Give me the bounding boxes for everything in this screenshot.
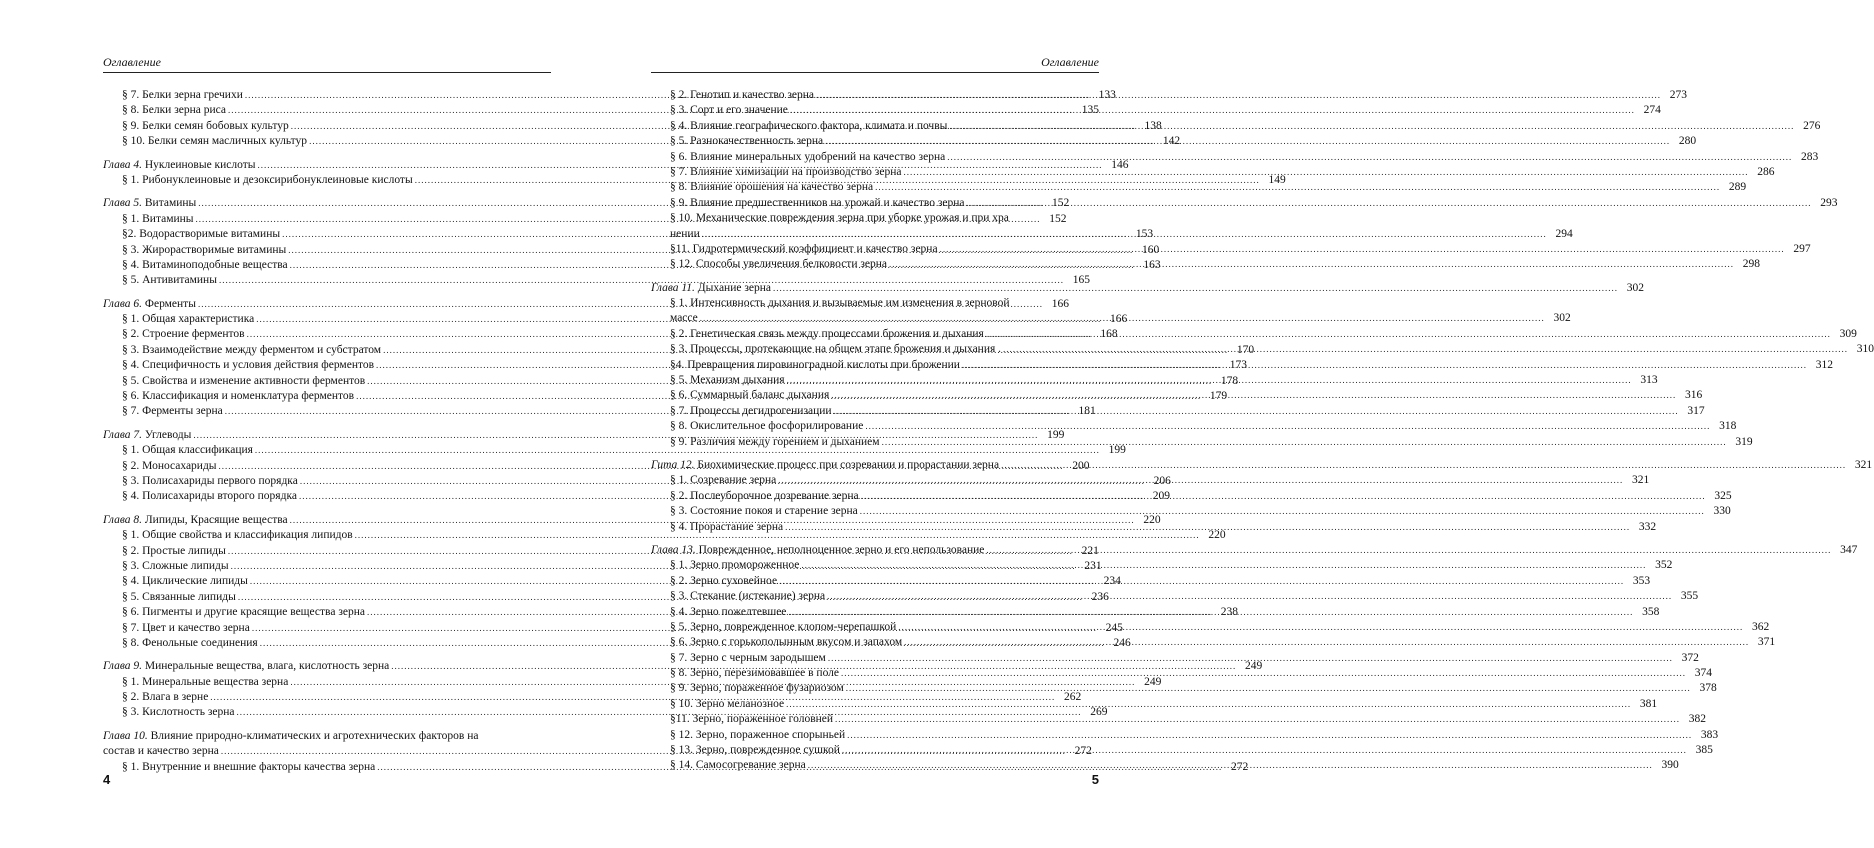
dot-leader: [806, 758, 1655, 773]
entry-page-number: 381: [1639, 697, 1658, 710]
entry-title: § 6. Влияние минеральных удобрений на качество зерна: [670, 150, 946, 163]
page-number: 5: [1091, 772, 1099, 787]
chapter-title: Липиды, Красящие вещества: [144, 513, 288, 526]
entry-page-number: 273: [1669, 89, 1687, 101]
entry-title: § 7. Зерно с черным зародышем: [670, 651, 826, 664]
entry-page-number: 206: [1153, 474, 1171, 487]
entry-title: [103, 196, 196, 211]
chapter-label: Глава 13.: [651, 543, 696, 556]
entry-title: § 1. Созревание зерна: [670, 474, 777, 487]
entry-page-number: 272: [1231, 760, 1249, 773]
entry-title: § 1. Минеральные вещества зерна: [122, 675, 289, 688]
entry-title-line: [651, 296, 1099, 311]
entry-title: § 2. Влага в зерне: [122, 691, 209, 704]
entry-page-number: 355: [1680, 590, 1699, 603]
entry-title: § 1. Интенсивность дыхания и вызываемые им изменения в зерновой: [670, 297, 1010, 310]
entry-title: [103, 659, 389, 674]
entry-page-number: 385: [1695, 744, 1713, 757]
entry-page-number: 269: [1090, 706, 1108, 719]
entry-page-number: 179: [1209, 390, 1228, 403]
entry-page-number: 209: [1152, 490, 1170, 503]
dot-leader: [698, 311, 1547, 326]
entry-title: нении: [670, 227, 700, 240]
entry-title: § 3. Кислотность зерна: [122, 706, 235, 719]
chapter-label: Глава 6.: [103, 297, 142, 310]
entry-page-number: 236: [1091, 590, 1109, 603]
entry-page-number: 138: [1144, 119, 1162, 132]
entry-title: [651, 543, 984, 558]
entry-page-number: 293: [1820, 196, 1838, 209]
entry-title: § 5. Связанные липиды: [122, 590, 236, 603]
entry-title: § 3. Жирорастворимые витамины: [122, 243, 287, 256]
toc-section-entry: [651, 196, 1838, 211]
entry-title-line: [651, 211, 1099, 226]
entry-page-number: 319: [1735, 435, 1753, 448]
entry-page-number: 316: [1685, 389, 1703, 402]
entry-title: § 1. Общие свойства и классификация липидов: [122, 529, 353, 542]
entry-page-number: 220: [1143, 513, 1161, 526]
toc-section-entry: [651, 435, 1753, 450]
entry-title: § 12. Зерно, пораженное спорыньей: [670, 728, 846, 741]
entry-page-number: 166: [1109, 313, 1128, 326]
entry-page-number: 262: [1064, 691, 1082, 704]
entry-title: § 8. Белки зерна риса: [122, 104, 226, 117]
chapter-title: Дыхание зерна: [697, 281, 771, 294]
entry-page-number: 170: [1236, 343, 1255, 356]
entry-title: § 5. Свойства и изменение активности ферментов: [122, 374, 366, 387]
entry-title: § 7. Белки зерна гречихи: [122, 89, 243, 101]
entry-page-number: 371: [1757, 636, 1776, 649]
entry-title: массе: [670, 312, 698, 325]
entry-page-number: 142: [1162, 135, 1181, 148]
entry-page-number: 249: [1245, 660, 1263, 673]
dot-leader: [777, 574, 1626, 589]
chapter-label: Глава 10.: [103, 729, 148, 742]
entry-title: § 8. Фенольные соединения: [122, 636, 258, 649]
entry-title: § 4. Влияние географического фактора, климата и почвы: [670, 119, 948, 132]
toc-section-entry: [651, 651, 1699, 666]
toc-section-entry: [651, 520, 1657, 535]
chapter-label: Глава 8.: [103, 513, 142, 526]
entry-page-number: 321: [1632, 474, 1650, 487]
entry-title: § 7. Процессы дегидрогенизации: [670, 404, 832, 417]
toc-chapter-entry: [651, 543, 1858, 558]
entry-page-number: 234: [1103, 575, 1121, 588]
toc-section-entry: [651, 728, 1719, 743]
entry-title: §4. Превращения пировиноградной кислоты при брожении: [670, 358, 960, 371]
dot-leader: [938, 242, 1787, 257]
entry-title: состав и качество зерна: [103, 745, 219, 758]
entry-page-number: 149: [1268, 173, 1286, 186]
entry-title: § 4. Зерно пожелтевшее: [670, 605, 787, 618]
dot-leader: [839, 666, 1688, 681]
entry-title: § 4. Витаминоподобные вещества: [122, 258, 288, 271]
dot-leader: [783, 520, 1632, 535]
entry-title: § 7. Ферменты зерна: [122, 405, 223, 418]
chapter-label: Глава 4.: [103, 158, 142, 171]
dot-leader: [784, 697, 1633, 712]
entry-page-number: 238: [1220, 606, 1238, 619]
entry-page-number: 302: [1553, 312, 1571, 325]
entry-page-number: 153: [1135, 228, 1154, 241]
running-header: [103, 54, 551, 73]
entry-title: § 10. Белки семян масличных культур: [122, 135, 308, 148]
section-gap: [103, 721, 551, 729]
section-gap: [103, 420, 551, 428]
dot-leader: [785, 373, 1634, 388]
entry-page-number: 231: [1084, 559, 1102, 572]
entry-page-number: 374: [1694, 667, 1713, 680]
entry-page-number: 362: [1752, 620, 1770, 633]
dot-leader: [833, 712, 1682, 727]
chapter-title: Нуклеиновые кислоты: [144, 158, 256, 171]
entry-title: § 2. Простые липиды: [122, 544, 226, 557]
entry-title: § 7. Влияние химизации на производство зерна: [670, 165, 902, 178]
section-gap: [651, 535, 1099, 543]
header-title: Оглавление: [103, 55, 161, 69]
entry-page-number: 313: [1640, 374, 1658, 387]
chapter-label: Глава 9.: [103, 660, 142, 673]
dot-leader: [863, 419, 1712, 434]
entry-page-number: 199: [1108, 444, 1126, 457]
entry-page-number: 146: [1111, 158, 1129, 171]
entry-title: [103, 513, 288, 528]
toc-section-entry: [651, 419, 1737, 434]
entry-page-number: 221: [1081, 544, 1099, 557]
dot-leader: [1001, 342, 1850, 357]
dot-leader: [901, 165, 1750, 180]
chapter-title: Витамины: [144, 197, 197, 210]
entry-page-number: 152: [1049, 212, 1067, 225]
section-gap: [651, 450, 1099, 458]
dot-leader: [786, 605, 1635, 620]
entry-title: § 2. Строение ферментов: [122, 328, 245, 341]
chapter-label: Глава 5.: [103, 197, 142, 210]
entry-page-number: 135: [1081, 104, 1099, 117]
entry-title: § 3. Полисахариды первого порядка: [122, 474, 298, 487]
dot-leader: [902, 635, 1751, 650]
entry-title: § 12. Способы увеличения белковости зерна: [670, 258, 888, 271]
entry-page-number: 332: [1638, 520, 1657, 533]
dot-leader: [832, 404, 1681, 419]
dot-leader: [826, 651, 1675, 666]
entry-title: § 2. Генотип и качество зерна: [670, 89, 814, 101]
entry-title: § 1. Зерно промороженное: [670, 559, 800, 572]
dot-leader: [776, 473, 1625, 488]
section-gap: [103, 188, 551, 196]
entry-page-number: 245: [1105, 621, 1123, 634]
toc-section-entry: [103, 443, 1126, 458]
chapter-label: Глава 11.: [651, 281, 695, 294]
entry-page-number: 133: [1098, 89, 1116, 101]
entry-page-number: 272: [1074, 745, 1092, 758]
dot-leader: [880, 435, 1729, 450]
entry-page-number: 378: [1699, 682, 1717, 695]
dot-leader: [945, 150, 1794, 165]
entry-title: § 9. Зерно, пораженное фузариозом: [670, 682, 844, 695]
entry-page-number: 330: [1713, 505, 1731, 518]
entry-title: § 4. Специфичность и условия действия ферментов: [122, 359, 375, 372]
entry-title: § 8. Окислительное фосфорилирование: [670, 420, 864, 433]
chapter-label: Гита 12.: [651, 458, 695, 471]
entry-title: § 9. Влияние предшественников на урожай и качество зерна: [670, 196, 965, 209]
dot-leader: [844, 681, 1693, 696]
entry-page-number: 152: [1052, 197, 1070, 210]
entry-page-number: 286: [1757, 165, 1775, 178]
dot-leader: [829, 388, 1678, 403]
entry-page-number: 309: [1839, 327, 1857, 340]
dot-leader: [814, 88, 1663, 103]
entry-page-number: 318: [1719, 420, 1737, 433]
entry-title: § 9. Различия между горением и дыханием: [670, 435, 880, 448]
chapter-title: Биохимические процесс при созревании и прорастании зерна: [697, 458, 1000, 471]
entry-page-number: 178: [1220, 374, 1239, 387]
section-gap: [651, 273, 1099, 281]
entry-title: § 1. Витамины: [122, 212, 194, 225]
entry-title: § 3. Сложные липиды: [122, 559, 229, 572]
dot-leader: [859, 489, 1708, 504]
entry-title: § 5. Разнокачественность зерна: [670, 135, 824, 148]
entry-title: § 3. Состояние покоя и старение зерна: [670, 505, 858, 518]
section-gap: [103, 651, 551, 659]
header-title: Оглавление: [1041, 55, 1099, 69]
dot-leader: [887, 257, 1736, 272]
entry-title: § 5. Механизм дыхания: [670, 374, 785, 387]
entry-page-number: 166: [1051, 297, 1069, 310]
page-number: 4: [103, 772, 111, 787]
entry-page-number: 325: [1714, 489, 1732, 502]
entry-page-number: 280: [1678, 135, 1697, 148]
dot-leader: [771, 281, 1620, 296]
entry-title: § 9. Белки семян бобовых культур: [122, 119, 289, 132]
entry-page-number: 168: [1100, 328, 1118, 341]
entry-title: § 3. Сорт и его значение: [670, 104, 788, 117]
toc-section-entry: [103, 528, 1226, 543]
entry-page-number: 352: [1655, 559, 1673, 572]
dot-leader: [984, 543, 1833, 558]
chapter-title: Поврежденное, неполноценное зерно и его непользование: [698, 543, 985, 556]
entry-page-number: 289: [1728, 181, 1747, 194]
entry-title: [103, 158, 256, 173]
running-header: [651, 54, 1099, 73]
entry-title: § 10. Зерно меланозное: [670, 697, 785, 710]
dot-leader: [947, 119, 1796, 134]
entry-page-number: 321: [1854, 458, 1873, 471]
entry-title: § 6. Суммарный баланс дыхания: [670, 389, 830, 402]
entry-title: §11. Гидротермический коэффициент и качество зерна: [670, 242, 938, 255]
entry-page-number: 276: [1803, 119, 1821, 132]
entry-page-number: 372: [1681, 651, 1699, 664]
dot-leader: [896, 620, 1745, 635]
entry-page-number: 165: [1072, 274, 1090, 287]
entry-title: § 1. Общая классификация: [122, 444, 253, 457]
entry-page-number: 283: [1800, 150, 1819, 163]
entry-title: § 1. Рибонуклеиновые и дезоксирибонуклеиновые кислоты: [122, 173, 413, 186]
chapter-title: Углеводы: [144, 428, 192, 441]
entry-title: § 3. Взаимодействие между ферментом и субстратом: [122, 343, 382, 356]
entry-page-number: 390: [1661, 759, 1679, 772]
toc-chapter-entry: [651, 281, 1644, 296]
entry-title: § 2. Зерно суховейное: [670, 574, 778, 587]
dot-leader: [825, 589, 1674, 604]
dot-leader: [845, 728, 1694, 743]
chapter-title: Ферменты: [144, 297, 196, 310]
entry-title: § 2. Моносахариды: [122, 459, 217, 472]
entry-title: § 4. Циклические липиды: [122, 575, 248, 588]
entry-title: § 3. Процессы, протекающие на общем этапе брожения и дыхания .: [670, 343, 1002, 356]
chapter-label: Глава 7.: [103, 428, 142, 441]
entry-page-number: 274: [1643, 104, 1661, 117]
entry-page-number: 294: [1555, 227, 1573, 240]
entry-title: [651, 281, 771, 296]
entry-page-number: 312: [1815, 358, 1833, 371]
entry-title: § 1. Общая характеристика: [122, 313, 255, 326]
entry-page-number: 220: [1208, 529, 1226, 542]
entry-page-number: 347: [1840, 543, 1858, 556]
entry-page-number: 181: [1078, 405, 1096, 418]
entry-title: § 5. Антивитамины: [122, 274, 217, 287]
toc-section-entry: [651, 180, 1747, 195]
entry-page-number: 382: [1688, 713, 1707, 726]
entry-title: § 1. Внутренние и внешние факторы качества зерна: [122, 760, 376, 773]
section-gap: [103, 289, 551, 297]
dot-leader: [823, 134, 1672, 149]
entry-title: § 2. Послеуборочное дозревание зерна: [670, 489, 859, 502]
entry-page-number: 297: [1793, 242, 1811, 255]
entry-title: § 14. Самосогревание зерна: [670, 759, 806, 772]
entry-page-number: 246: [1113, 636, 1131, 649]
dot-leader: [840, 743, 1689, 758]
entry-page-number: 310: [1856, 343, 1874, 356]
entry-title: § 6. Пигменты и другие красящие вещества зерна: [122, 606, 365, 619]
entry-title-line: [103, 729, 551, 744]
entry-title: §11. Зерно, пораженное головней: [670, 713, 834, 726]
toc-chapter-entry: [651, 458, 1873, 473]
toc-section-entry: [651, 504, 1731, 519]
entry-page-number: 317: [1687, 404, 1705, 417]
entry-page-number: 160: [1141, 243, 1160, 256]
section-gap: [103, 150, 551, 158]
toc-section-entry: [651, 558, 1673, 573]
entry-page-number: 200: [1072, 459, 1090, 472]
entry-title: § 5. Зерно, поврежденное клопом-черепашкой: [670, 620, 897, 633]
dot-leader: [999, 458, 1848, 473]
entry-title: [103, 297, 196, 312]
chapter-title: Минеральные вещества, влага, кислотность зерна: [144, 660, 390, 673]
entry-page-number: 358: [1642, 605, 1660, 618]
entry-page-number: 163: [1143, 258, 1161, 271]
entry-title: § 13. Зерно, поврежденное сушкой: [670, 744, 840, 757]
entry-title: § 7. Цвет и качество зерна: [122, 621, 250, 634]
dot-leader: [799, 558, 1648, 573]
entry-title: § 6. Зерно с горькополынным вкусом и запахом: [670, 636, 903, 649]
toc-section-entry: [651, 743, 1713, 758]
entry-title: § 10. Механические повреждения зерна при уборке урожая и при хра: [670, 212, 1009, 225]
entry-title: § 6. Классификация и номенклатура ферментов: [122, 390, 355, 403]
entry-title: § 8. Зерно, перезимовавшее в поле: [670, 667, 840, 680]
entry-page-number: 199: [1047, 428, 1065, 441]
entry-page-number: 298: [1742, 258, 1761, 271]
entry-page-number: 353: [1632, 574, 1651, 587]
entry-title: § 4. Прорастание зерна: [670, 520, 784, 533]
toc-section-entry: [651, 103, 1661, 118]
entry-title: § 8. Влияние орошения на качество зерна: [670, 181, 874, 194]
entry-page-number: 383: [1700, 728, 1719, 741]
dot-leader: [788, 103, 1637, 118]
dot-leader: [965, 196, 1814, 211]
dot-leader: [873, 180, 1722, 195]
dot-leader: [858, 504, 1707, 519]
entry-page-number: 249: [1144, 675, 1162, 688]
entry-title: Влияние природно-климатических и агротехнических факторов на: [150, 729, 479, 742]
entry-title: § 3. Стекание (истекание) зерна: [670, 590, 826, 603]
section-gap: [103, 505, 551, 513]
entry-title: [651, 458, 999, 473]
entry-title: [103, 428, 191, 443]
toc-section-entry: [651, 697, 1658, 712]
entry-page-number: 302: [1626, 281, 1644, 294]
entry-title: § 2. Генетическая связь между процессами брожения и дыхания: [670, 327, 984, 340]
entry-title: §2. Водорастворимые витамины: [122, 228, 281, 241]
dot-leader: [700, 227, 1549, 242]
dot-leader: [984, 327, 1833, 342]
entry-page-number: 173: [1229, 359, 1248, 372]
toc-section-entry: [651, 404, 1705, 419]
entry-title: § 4. Полисахариды второго порядка: [122, 490, 297, 503]
dot-leader: [960, 358, 1809, 373]
